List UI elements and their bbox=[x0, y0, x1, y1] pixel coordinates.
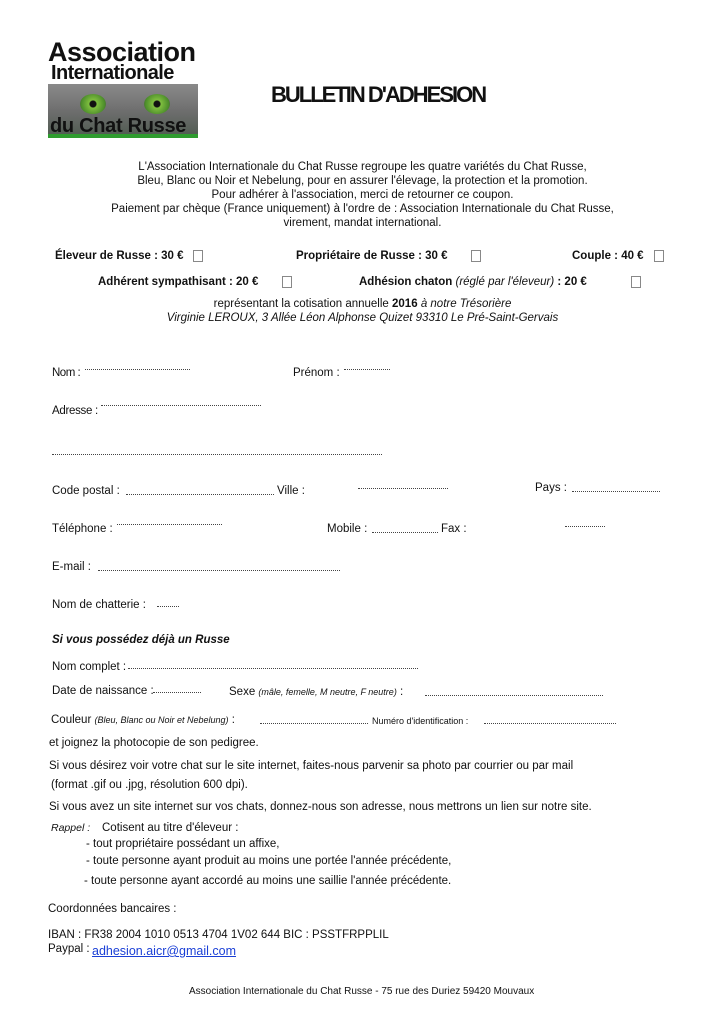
chatterie-field[interactable] bbox=[157, 606, 179, 607]
logo-line-3: du Chat Russe bbox=[50, 115, 187, 137]
footer: Association Internationale du Chat Russe - 75 rue des Duriez 59420 Mouvaux bbox=[189, 986, 535, 997]
bank-heading: Coordonnées bancaires : bbox=[48, 903, 177, 915]
intro-line-3: Pour adhérer à l'association, merci de retourner ce coupon. bbox=[211, 189, 514, 201]
numero-label: Numéro d'identification : bbox=[372, 716, 469, 726]
naissance-label: Date de naissance : bbox=[52, 685, 154, 697]
rappel-item-3: - toute personne ayant accordé au moins une saillie l'année précédente. bbox=[84, 875, 452, 887]
cat-eye-left bbox=[80, 94, 106, 114]
web-line-2: (format .gif ou .jpg, résolution 600 dpi). bbox=[51, 779, 248, 791]
cotisation-text: représentant la cotisation annuelle bbox=[213, 298, 389, 310]
sexe-options: (mâle, femelle, M neutre, F neutre) bbox=[258, 687, 397, 697]
couleur-field-label: Couleur (Bleu, Blanc ou Noir et Nebelung) : bbox=[51, 714, 235, 726]
couleur-field[interactable] bbox=[260, 723, 368, 724]
logo-line-1: Association bbox=[48, 37, 196, 67]
telephone-label: Téléphone : bbox=[52, 523, 113, 535]
option-sympathisant-checkbox[interactable] bbox=[282, 276, 292, 288]
telephone-field[interactable] bbox=[117, 524, 222, 525]
adresse-field-1[interactable] bbox=[101, 405, 261, 406]
tresoriere-address: Virginie LEROUX, 3 Allée Léon Alphonse Quizet 93310 Le Pré-Saint-Gervais bbox=[166, 312, 559, 324]
ville-field[interactable] bbox=[358, 488, 448, 489]
code-postal-label: Code postal : bbox=[52, 485, 120, 497]
option-sympathisant bbox=[98, 276, 292, 288]
option-sympathisant-label: Adhérent sympathisant : 20 € bbox=[98, 276, 259, 289]
web-line-1: Si vous désirez voir votre chat sur le site internet, faites-nous parvenir sa photo par courrier ou par mail bbox=[49, 760, 574, 772]
cotisation-year: 2016 bbox=[392, 298, 418, 310]
option-couple-label: Couple : 40 € bbox=[572, 250, 644, 263]
fax-field[interactable] bbox=[565, 526, 605, 527]
rappel-item-1: - tout propriétaire possédant un affixe, bbox=[86, 838, 280, 850]
option-couple bbox=[572, 250, 664, 262]
russe-heading: Si vous possédez déjà un Russe bbox=[52, 634, 230, 646]
numero-field[interactable] bbox=[484, 723, 616, 724]
fax-label: Fax : bbox=[441, 523, 467, 535]
prenom-label: Prénom : bbox=[293, 367, 340, 379]
intro-line-2: Bleu, Blanc ou Noir et Nebelung, pour en assurer l'élevage, la protection et la promotion. bbox=[137, 175, 588, 187]
adresse-field-2[interactable] bbox=[52, 454, 382, 455]
association-logo bbox=[48, 38, 200, 138]
option-chaton bbox=[359, 276, 641, 288]
option-eleveur bbox=[55, 250, 203, 262]
ville-label: Ville : bbox=[277, 485, 305, 497]
option-chaton-checkbox[interactable] bbox=[631, 276, 641, 288]
nom-field[interactable] bbox=[85, 369, 190, 370]
intro-line-5: virement, mandat international. bbox=[283, 217, 442, 229]
web-line-3: Si vous avez un site internet sur vos chats, donnez-nous son adresse, nous mettrons un lien sur notre site. bbox=[49, 801, 592, 813]
pays-label: Pays : bbox=[535, 482, 567, 494]
rappel-text: Cotisent au titre d'éleveur : bbox=[102, 822, 239, 834]
rappel-item-2: - toute personne ayant produit au moins une portée l'année précédente, bbox=[86, 855, 452, 867]
chatterie-label: Nom de chatterie : bbox=[52, 599, 146, 611]
cat-eye-right bbox=[144, 94, 170, 114]
paypal-label: Paypal : bbox=[48, 943, 90, 955]
adresse-label: Adresse : bbox=[52, 405, 98, 417]
couleur-options: (Bleu, Blanc ou Noir et Nebelung) bbox=[94, 715, 229, 725]
cotisation-line bbox=[0, 297, 725, 311]
rappel-label: Rappel : bbox=[51, 822, 91, 834]
mobile-label: Mobile : bbox=[327, 523, 368, 535]
sexe-field[interactable] bbox=[425, 695, 603, 696]
pays-field[interactable] bbox=[572, 491, 660, 492]
option-chaton-price: : 20 € bbox=[557, 276, 587, 289]
option-proprietaire-checkbox[interactable] bbox=[471, 250, 481, 262]
option-chaton-note: (réglé par l'éleveur) bbox=[455, 276, 555, 289]
email-label: E-mail : bbox=[52, 561, 91, 573]
sexe-field-label: Sexe (mâle, femelle, M neutre, F neutre) : bbox=[229, 686, 404, 698]
email-field[interactable] bbox=[98, 570, 340, 571]
cotisation-tresoriere: à notre Trésorière bbox=[420, 298, 512, 310]
code-postal-field[interactable] bbox=[126, 494, 274, 495]
naissance-field[interactable] bbox=[153, 692, 201, 693]
option-couple-checkbox[interactable] bbox=[654, 250, 664, 262]
option-proprietaire-label: Propriétaire de Russe : 30 € bbox=[296, 250, 448, 263]
option-proprietaire bbox=[296, 250, 481, 262]
iban-text: IBAN : FR38 2004 1010 0513 4704 1V02 644 BIC : PSSTFRPPLIL bbox=[48, 929, 389, 941]
intro-line-1: L'Association Internationale du Chat Russe regroupe les quatre variétés du Chat Russe, bbox=[138, 161, 587, 173]
prenom-field[interactable] bbox=[344, 369, 390, 370]
nom-label: Nom : bbox=[52, 367, 81, 379]
pedigree-text: et joignez la photocopie de son pedigree. bbox=[49, 737, 259, 749]
intro-line-4: Paiement par chèque (France uniquement) à l'ordre de : Association Internationale du Chat Russe, bbox=[111, 203, 614, 215]
option-eleveur-label: Éleveur de Russe : 30 € bbox=[55, 250, 184, 263]
option-chaton-label: Adhésion chaton bbox=[359, 276, 453, 289]
nom-complet-field[interactable] bbox=[128, 668, 418, 669]
page-title: BULLETIN D'ADHESION bbox=[271, 82, 486, 107]
sexe-label: Sexe bbox=[229, 686, 256, 698]
mobile-field[interactable] bbox=[372, 532, 438, 533]
nom-complet-label: Nom complet : bbox=[52, 661, 127, 673]
option-eleveur-checkbox[interactable] bbox=[193, 250, 203, 262]
paypal-email-link[interactable]: adhesion.aicr@gmail.com bbox=[92, 944, 237, 958]
couleur-label: Couleur bbox=[51, 714, 92, 726]
logo-line-2: Internationale bbox=[51, 62, 174, 84]
